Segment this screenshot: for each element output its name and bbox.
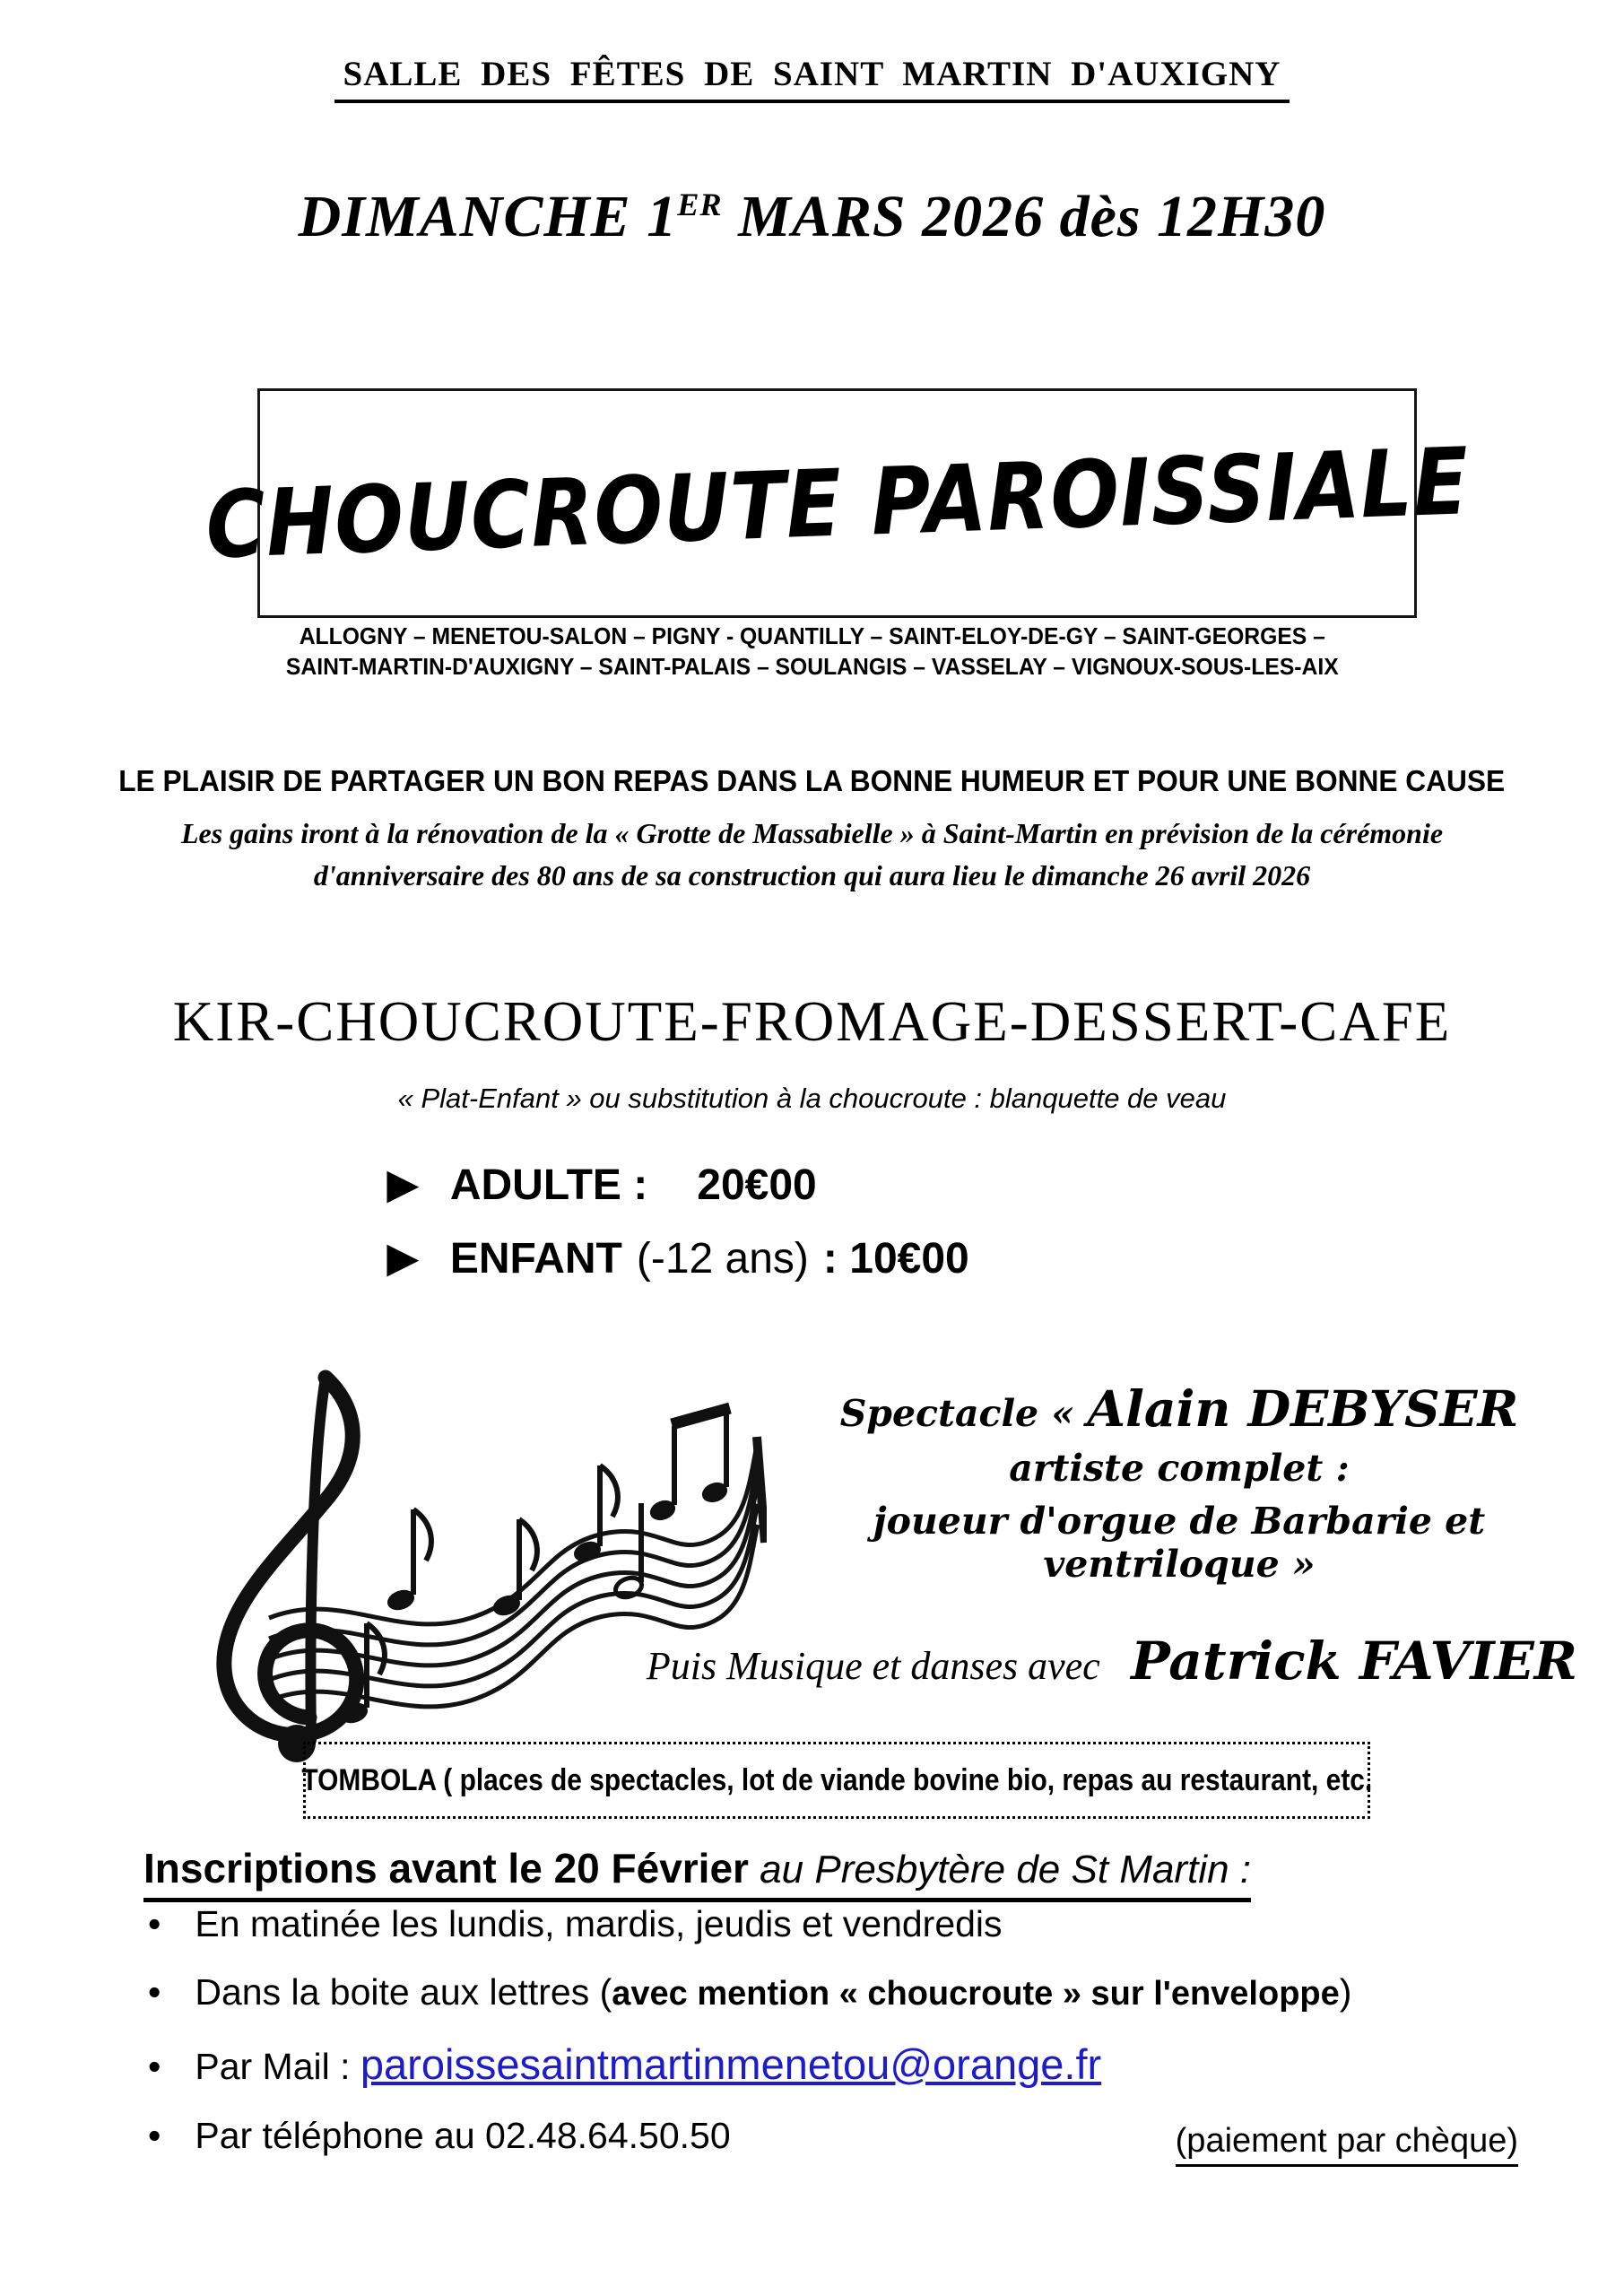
event-title: CHOUCROUTE PAROISSIALE	[204, 427, 1471, 579]
mailbox-mention: avec mention « choucroute » sur l'enveloppe	[612, 1975, 1340, 2013]
list-item-text: Par téléphone au 02.48.64.50.50	[195, 2115, 731, 2156]
list-item-mailbox	[148, 1971, 1351, 2013]
list-item-email	[148, 2039, 1351, 2089]
spectacle-line-3: joueur d'orgue de Barbarie et ventriloque »	[873, 1500, 1486, 1586]
menu-line: KIR-CHOUCROUTE-FROMAGE-DESSERT-CAFE	[172, 990, 1452, 1053]
payment-note	[1176, 2122, 1518, 2161]
list-item-text: Dans la boite aux lettres (avec mention « choucroute » sur l'enveloppe)	[195, 1971, 1352, 2013]
date-ordinal: ER	[677, 187, 723, 222]
inscriptions-heading	[143, 1844, 1251, 1892]
spectacle-line-2: artiste complet :	[1009, 1447, 1350, 1490]
arrow-icon: ▶	[387, 1162, 418, 1206]
inscriptions-deadline: Inscriptions avant le 20 Février	[143, 1845, 749, 1892]
list-item-morning	[148, 1903, 1351, 1945]
venue-title-text: SALLE DES FÊTES DE SAINT MARTIN D'AUXIGNY	[334, 55, 1290, 103]
price-child-age-note: (-12 ans)	[636, 1234, 809, 1283]
price-row-child	[387, 1222, 969, 1295]
list-item-phone	[148, 2115, 1351, 2157]
tagline	[0, 764, 1624, 798]
list-item-text: Par Mail : paroissesaintmartinmenetou@orange.fr	[195, 2040, 1102, 2088]
inscription-options-list	[148, 1903, 1351, 2183]
inscriptions-place: au Presbytère de St Martin :	[748, 1848, 1251, 1892]
payment-note-text: (paiement par chèque)	[1176, 2122, 1518, 2167]
menu-note: « Plat-Enfant » ou substitution à la choucroute : blanquette de veau	[397, 1083, 1227, 1114]
email-link[interactable]: paroissesaintmartinmenetou@orange.fr	[360, 2040, 1102, 2088]
music-dance-line	[647, 1631, 1577, 1692]
towns-list	[0, 621, 1624, 682]
event-date	[0, 183, 1624, 251]
price-row-adult	[387, 1148, 969, 1222]
tombola-box	[303, 1742, 1370, 1819]
event-date-prefix: DIMANCHE 1	[298, 184, 678, 249]
spectacle-text	[834, 1379, 1524, 1586]
bullet-icon: •	[148, 2046, 161, 2087]
towns-line-2: SAINT-MARTIN-D'AUXIGNY – SAINT-PALAIS – SOULANGIS – VASSELAY – VIGNOUX-SOUS-LES-AIX	[285, 653, 1339, 680]
list-item-text: En matinée les lundis, mardis, jeudis et vendredis	[195, 1903, 1003, 1944]
bullet-icon: •	[148, 1903, 161, 1944]
cause-text	[0, 813, 1624, 897]
bullet-icon: •	[148, 2115, 161, 2156]
music-dance-prefix: Puis Musique et danses avec	[646, 1644, 1100, 1688]
event-date-suffix: MARS 2026 dès 12H30	[722, 184, 1326, 249]
price-adult-label: ADULTE :	[449, 1161, 648, 1209]
artist-name: Alain DEBYSER	[1087, 1379, 1519, 1438]
price-child-label: ENFANT	[449, 1234, 622, 1283]
cause-line-1: Les gains iront à la rénovation de la « Grotte de Massabielle » à Saint-Martin en prévision de la cérémonie	[180, 817, 1444, 849]
bullet-icon: •	[148, 1971, 161, 2013]
spectacle-intro: Spectacle «	[839, 1392, 1088, 1435]
price-list	[387, 1148, 969, 1295]
musician-name: Patrick FAVIER	[1131, 1631, 1577, 1692]
event-title-box	[204, 388, 1471, 618]
price-child-value: : 10€00	[822, 1234, 969, 1283]
cause-line-2: d'anniversaire des 80 ans de sa construction qui aura lieu le dimanche 26 avril 2026	[313, 859, 1311, 891]
price-adult-value: 20€00	[697, 1161, 817, 1209]
venue-title	[0, 54, 1624, 94]
tagline-text: LE PLAISIR DE PARTAGER UN BON REPAS DANS LA BONNE HUMEUR ET POUR UNE BONNE CAUSE	[118, 764, 1506, 797]
music-notes-image	[85, 1326, 767, 1765]
treble-clef-icon	[224, 1378, 357, 1762]
towns-line-1: ALLOGNY – MENETOU-SALON – PIGNY - QUANTILLY – SAINT-ELOY-DE-GY – SAINT-GEORGES –	[299, 622, 1325, 649]
arrow-icon: ▶	[387, 1236, 418, 1280]
tombola-text: TOMBOLA ( places de spectacles, lot de viande bovine bio, repas au restaurant, etc.	[301, 1762, 1372, 1797]
